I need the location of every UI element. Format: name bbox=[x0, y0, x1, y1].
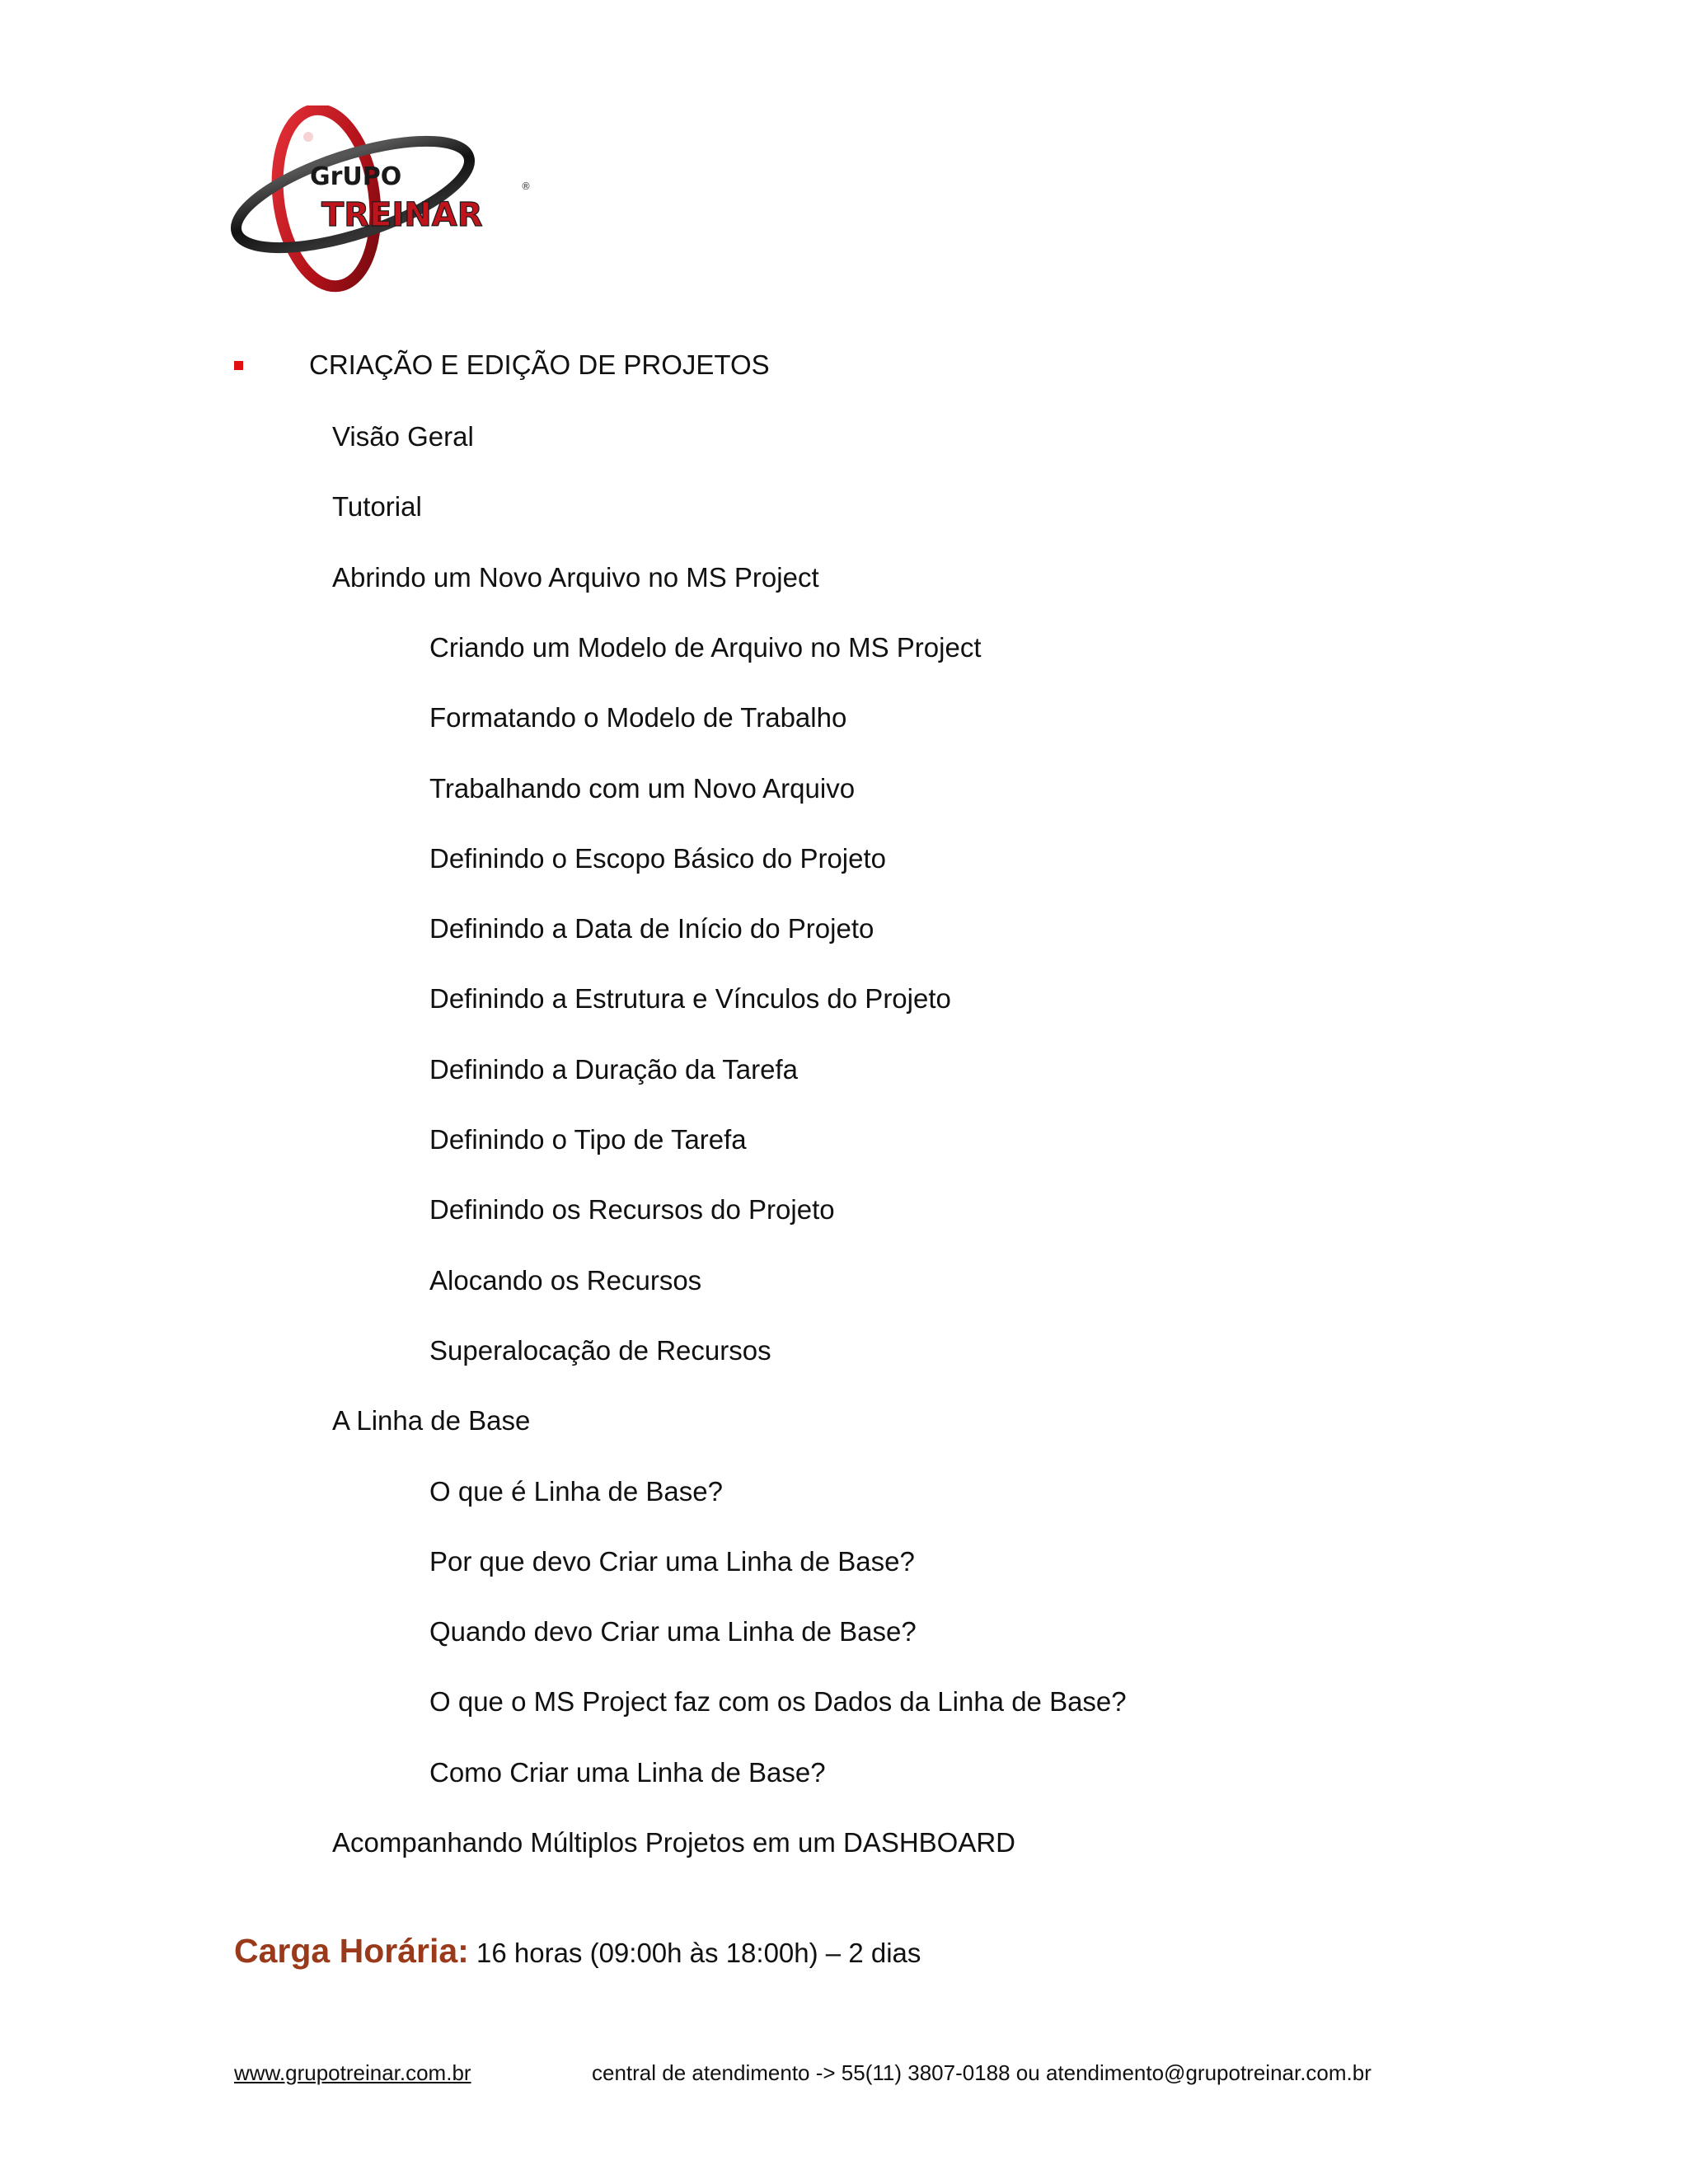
subtopic-item: O que o MS Project faz com os Dados da Linha de Base? bbox=[429, 1686, 1127, 1717]
carga-label: Carga Horária: bbox=[234, 1932, 469, 1970]
subtopic-item: Superalocação de Recursos bbox=[429, 1335, 771, 1366]
subtopic-item: O que é Linha de Base? bbox=[429, 1476, 723, 1507]
subtopic-item: Definindo a Estrutura e Vínculos do Projeto bbox=[429, 983, 951, 1014]
subtopic-item: Definindo os Recursos do Projeto bbox=[429, 1194, 835, 1225]
subtopic-item: Como Criar uma Linha de Base? bbox=[429, 1757, 826, 1788]
subtopic-item: Definindo o Escopo Básico do Projeto bbox=[429, 843, 887, 874]
subtopic-item: Criando um Modelo de Arquivo no MS Project bbox=[429, 632, 982, 663]
logo-word-treinar: TREINAR bbox=[321, 196, 483, 234]
subtopic-item: Definindo a Duração da Tarefa bbox=[429, 1054, 799, 1085]
section-title: CRIAÇÃO E EDIÇÃO DE PROJETOS bbox=[309, 349, 770, 380]
topic-item: Visão Geral bbox=[332, 421, 474, 452]
subtopic-item: Alocando os Recursos bbox=[429, 1265, 702, 1296]
subtopic-item: Formatando o Modelo de Trabalho bbox=[429, 702, 847, 733]
contact-info: central de atendimento -> 55(11) 3807-0188 ou atendimento@grupotreinar.com.br bbox=[592, 2060, 1372, 2085]
grupo-treinar-logo bbox=[229, 105, 542, 295]
topic-item: Acompanhando Múltiplos Projetos em um DASHBOARD bbox=[332, 1827, 1016, 1858]
website-link[interactable]: www.grupotreinar.com.br bbox=[234, 2060, 471, 2085]
carga-horaria bbox=[234, 1932, 921, 1971]
subtopic-item: Quando devo Criar uma Linha de Base? bbox=[429, 1616, 917, 1647]
topic-item: A Linha de Base bbox=[332, 1405, 531, 1436]
subtopic-item: Definindo a Data de Início do Projeto bbox=[429, 913, 874, 944]
square-bullet-icon bbox=[234, 361, 243, 370]
topic-item: Tutorial bbox=[332, 491, 422, 522]
topic-item: Abrindo um Novo Arquivo no MS Project bbox=[332, 562, 819, 593]
subtopic-item: Trabalhando com um Novo Arquivo bbox=[429, 773, 856, 804]
logo-word-grupo: GrUPO bbox=[310, 162, 402, 191]
subtopic-item: Definindo o Tipo de Tarefa bbox=[429, 1124, 747, 1155]
carga-value: 16 horas (09:00h às 18:00h) – 2 dias bbox=[468, 1938, 921, 1968]
logo-emblem-icon bbox=[229, 105, 542, 295]
logo-registered-mark: ® bbox=[521, 180, 531, 192]
subtopic-item: Por que devo Criar uma Linha de Base? bbox=[429, 1546, 915, 1577]
